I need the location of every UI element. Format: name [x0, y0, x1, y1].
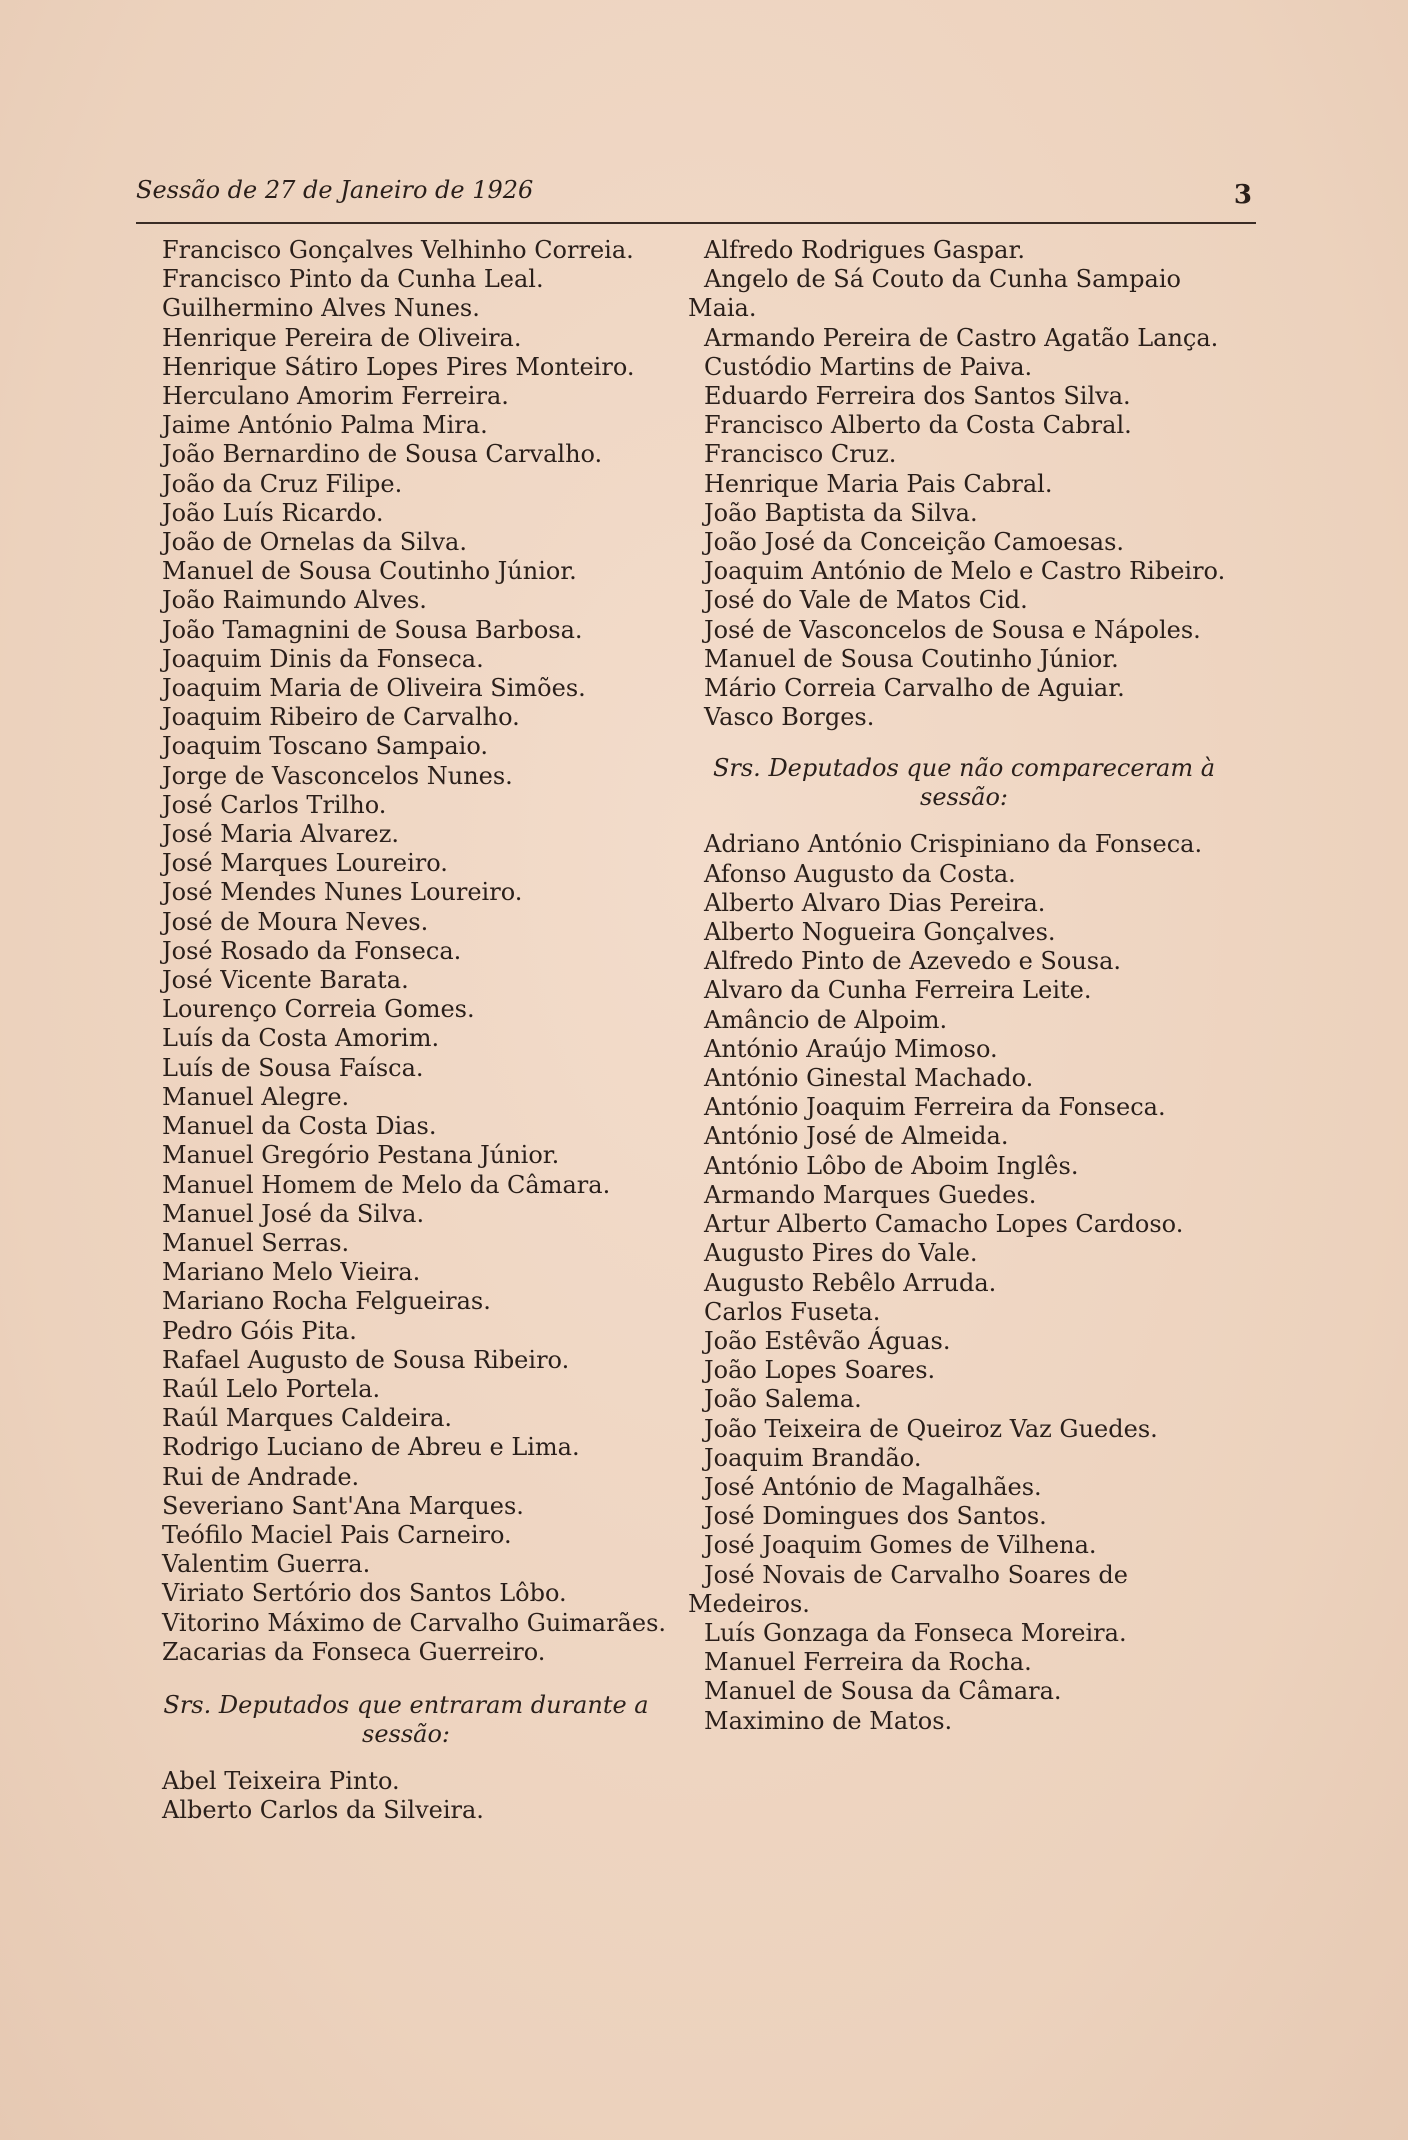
- list-item: Manuel da Costa Dias.: [162, 1112, 437, 1141]
- list-item: José Novais de Carvalho Soares de Medeiros.: [688, 1560, 1128, 1618]
- list-item: Rafael Augusto de Sousa Ribeiro.: [162, 1345, 570, 1374]
- list-item: José do Vale de Matos Cid.: [704, 586, 1028, 615]
- list-item: Adriano António Crispiniano da Fonseca.: [704, 830, 1203, 859]
- list-item: Afonso Augusto da Costa.: [704, 859, 1016, 888]
- page-title: Sessão de 27 de Janeiro de 1926: [136, 176, 534, 204]
- list-item: António Lôbo de Aboim Inglês.: [704, 1151, 1079, 1180]
- list-item: Alberto Alvaro Dias Pereira.: [704, 888, 1046, 917]
- list-item: Angelo de Sá Couto da Cunha Sampaio Maia.: [688, 265, 1181, 323]
- list-item: João de Ornelas da Silva.: [162, 528, 467, 557]
- list-item: Luís de Sousa Faísca.: [162, 1053, 424, 1082]
- list-item: José Rosado da Fonseca.: [162, 936, 462, 965]
- entered-deputies-list: [146, 1767, 666, 1825]
- list-item: João Teixeira de Queiroz Vaz Guedes.: [704, 1414, 1158, 1443]
- list-item: Francisco Alberto da Costa Cabral.: [704, 411, 1132, 440]
- list-item: Augusto Pires do Vale.: [704, 1239, 978, 1268]
- list-item: João Raimundo Alves.: [162, 586, 427, 615]
- list-item: João Lopes Soares.: [704, 1356, 936, 1385]
- list-item: Alvaro da Cunha Ferreira Leite.: [704, 976, 1092, 1005]
- list-item: Viriato Sertório dos Santos Lôbo.: [162, 1579, 567, 1608]
- list-item: Luís Gonzaga da Fonseca Moreira.: [704, 1618, 1127, 1647]
- list-item: João Salema.: [704, 1385, 862, 1414]
- list-item: Manuel de Sousa Coutinho Júnior.: [162, 557, 577, 586]
- list-item: Joaquim Dinis da Fonseca.: [162, 644, 484, 673]
- list-item: Henrique Sátiro Lopes Pires Monteiro.: [162, 352, 635, 381]
- present-deputies-list: [146, 236, 666, 1609]
- list-item: Luís da Costa Amorim.: [162, 1024, 440, 1053]
- list-item: Jaime António Palma Mira.: [162, 411, 488, 440]
- list-item: José de Vasconcelos de Sousa e Nápoles.: [704, 615, 1201, 644]
- list-item: Alberto Carlos da Silveira.: [162, 1796, 484, 1825]
- list-item: João da Cruz Filipe.: [162, 469, 403, 498]
- list-item: José Carlos Trilho.: [162, 790, 387, 819]
- list-item: António Araújo Mimoso.: [704, 1034, 998, 1063]
- list-item: Alfredo Pinto de Azevedo e Sousa.: [704, 947, 1122, 976]
- list-item: Manuel de Sousa da Câmara.: [704, 1677, 1062, 1706]
- list-item: Abel Teixeira Pinto.: [162, 1766, 400, 1795]
- list-item: Rodrigo Luciano de Abreu e Lima.: [162, 1433, 580, 1462]
- list-item: Maximino de Matos.: [704, 1706, 953, 1735]
- right-column: [688, 236, 1240, 1736]
- list-item: José Marques Loureiro.: [162, 849, 448, 878]
- list-item: Guilhermino Alves Nunes.: [162, 294, 480, 323]
- list-item: João José da Conceição Camoesas.: [704, 528, 1125, 557]
- list-item: Joaquim Toscano Sampaio.: [162, 732, 488, 761]
- list-item: Herculano Amorim Ferreira.: [162, 382, 509, 411]
- list-item: Custódio Martins de Paiva.: [704, 352, 1033, 381]
- list-item: José Mendes Nunes Loureiro.: [162, 878, 523, 907]
- list-item: Pedro Góis Pita.: [162, 1316, 357, 1345]
- list-item: Joaquim Maria de Oliveira Simões.: [162, 674, 586, 703]
- list-item: João Bernardino de Sousa Carvalho.: [162, 440, 603, 469]
- list-item: Manuel Serras.: [162, 1228, 350, 1257]
- list-item: António Ginestal Machado.: [704, 1064, 1034, 1093]
- list-item: Artur Alberto Camacho Lopes Cardoso.: [704, 1210, 1184, 1239]
- list-item: João Estêvão Águas.: [704, 1326, 951, 1355]
- list-item: Amâncio de Alpoim.: [704, 1005, 948, 1034]
- list-item: José Joaquim Gomes de Vilhena.: [704, 1531, 1097, 1560]
- list-item: José António de Magalhães.: [704, 1472, 1042, 1501]
- list-item: Augusto Rebêlo Arruda.: [704, 1268, 997, 1297]
- list-item: Zacarias da Fonseca Guerreiro.: [162, 1637, 546, 1666]
- list-item: Lourenço Correia Gomes.: [162, 995, 475, 1024]
- list-item: Jorge de Vasconcelos Nunes.: [162, 761, 513, 790]
- list-item: João Baptista da Silva.: [704, 498, 978, 527]
- list-item: Vasco Borges.: [704, 703, 875, 732]
- list-item: Vitorino Máximo de Carvalho Guimarães.: [162, 1608, 667, 1637]
- list-item: Manuel José da Silva.: [162, 1199, 425, 1228]
- list-item: António José de Almeida.: [704, 1122, 1009, 1151]
- list-item: Alberto Nogueira Gonçalves.: [704, 918, 1056, 947]
- list-item: José Domingues dos Santos.: [704, 1502, 1047, 1531]
- list-item: Severiano Sant'Ana Marques.: [162, 1491, 524, 1520]
- list-item: Francisco Pinto da Cunha Leal.: [162, 265, 544, 294]
- list-item: Manuel de Sousa Coutinho Júnior.: [704, 644, 1119, 673]
- list-item: Henrique Maria Pais Cabral.: [704, 469, 1053, 498]
- list-item: Eduardo Ferreira dos Santos Silva.: [704, 382, 1131, 411]
- list-item: Carlos Fuseta.: [704, 1297, 881, 1326]
- left-column: [146, 236, 666, 1825]
- list-item: Rui de Andrade.: [162, 1462, 360, 1491]
- list-item: Armando Marques Guedes.: [704, 1180, 1037, 1209]
- list-item: Francisco Gonçalves Velhinho Correia.: [162, 236, 634, 264]
- list-item: Manuel Ferreira da Rocha.: [704, 1648, 1032, 1677]
- list-item: Joaquim Brandão.: [704, 1443, 922, 1472]
- entered-deputies-list-continued: [688, 236, 1240, 732]
- list-item: Manuel Homem de Melo da Câmara.: [162, 1170, 611, 1199]
- list-item: Francisco Cruz.: [704, 440, 897, 469]
- list-item: Manuel Alegre.: [162, 1082, 350, 1111]
- list-item: Manuel Gregório Pestana Júnior.: [162, 1141, 560, 1170]
- list-item: José Vicente Barata.: [162, 966, 409, 995]
- list-item: João Luís Ricardo.: [162, 498, 384, 527]
- list-item: Mariano Rocha Felgueiras.: [162, 1287, 491, 1316]
- list-item: Joaquim António de Melo e Castro Ribeiro.: [704, 557, 1226, 586]
- absent-deputies-list: [688, 830, 1240, 1735]
- list-item: Valentim Guerra.: [162, 1550, 371, 1579]
- list-item: Teófilo Maciel Pais Carneiro.: [162, 1520, 512, 1549]
- list-item: João Tamagnini de Sousa Barbosa.: [162, 615, 583, 644]
- list-item: José Maria Alvarez.: [162, 820, 400, 849]
- section-heading-entered: Srs. Deputados que entraram durante a sessão:: [163, 1690, 649, 1748]
- section-heading-absent: Srs. Deputados que não compareceram à sessão:: [712, 754, 1216, 812]
- list-item: Joaquim Ribeiro de Carvalho.: [162, 703, 520, 732]
- list-item: Mariano Melo Vieira.: [162, 1258, 421, 1287]
- list-item: José de Moura Neves.: [162, 907, 429, 936]
- list-item: Raúl Marques Caldeira.: [162, 1404, 453, 1433]
- list-item: Alfredo Rodrigues Gaspar.: [704, 236, 1025, 264]
- list-item: Armando Pereira de Castro Agatão Lança.: [704, 323, 1219, 352]
- list-item: Henrique Pereira de Oliveira.: [162, 323, 522, 352]
- page-header: [136, 176, 1256, 224]
- list-item: António Joaquim Ferreira da Fonseca.: [704, 1093, 1166, 1122]
- list-item: Mário Correia Carvalho de Aguiar.: [704, 674, 1125, 703]
- page-number: 3: [1233, 180, 1252, 210]
- list-item: Raúl Lelo Portela.: [162, 1374, 381, 1403]
